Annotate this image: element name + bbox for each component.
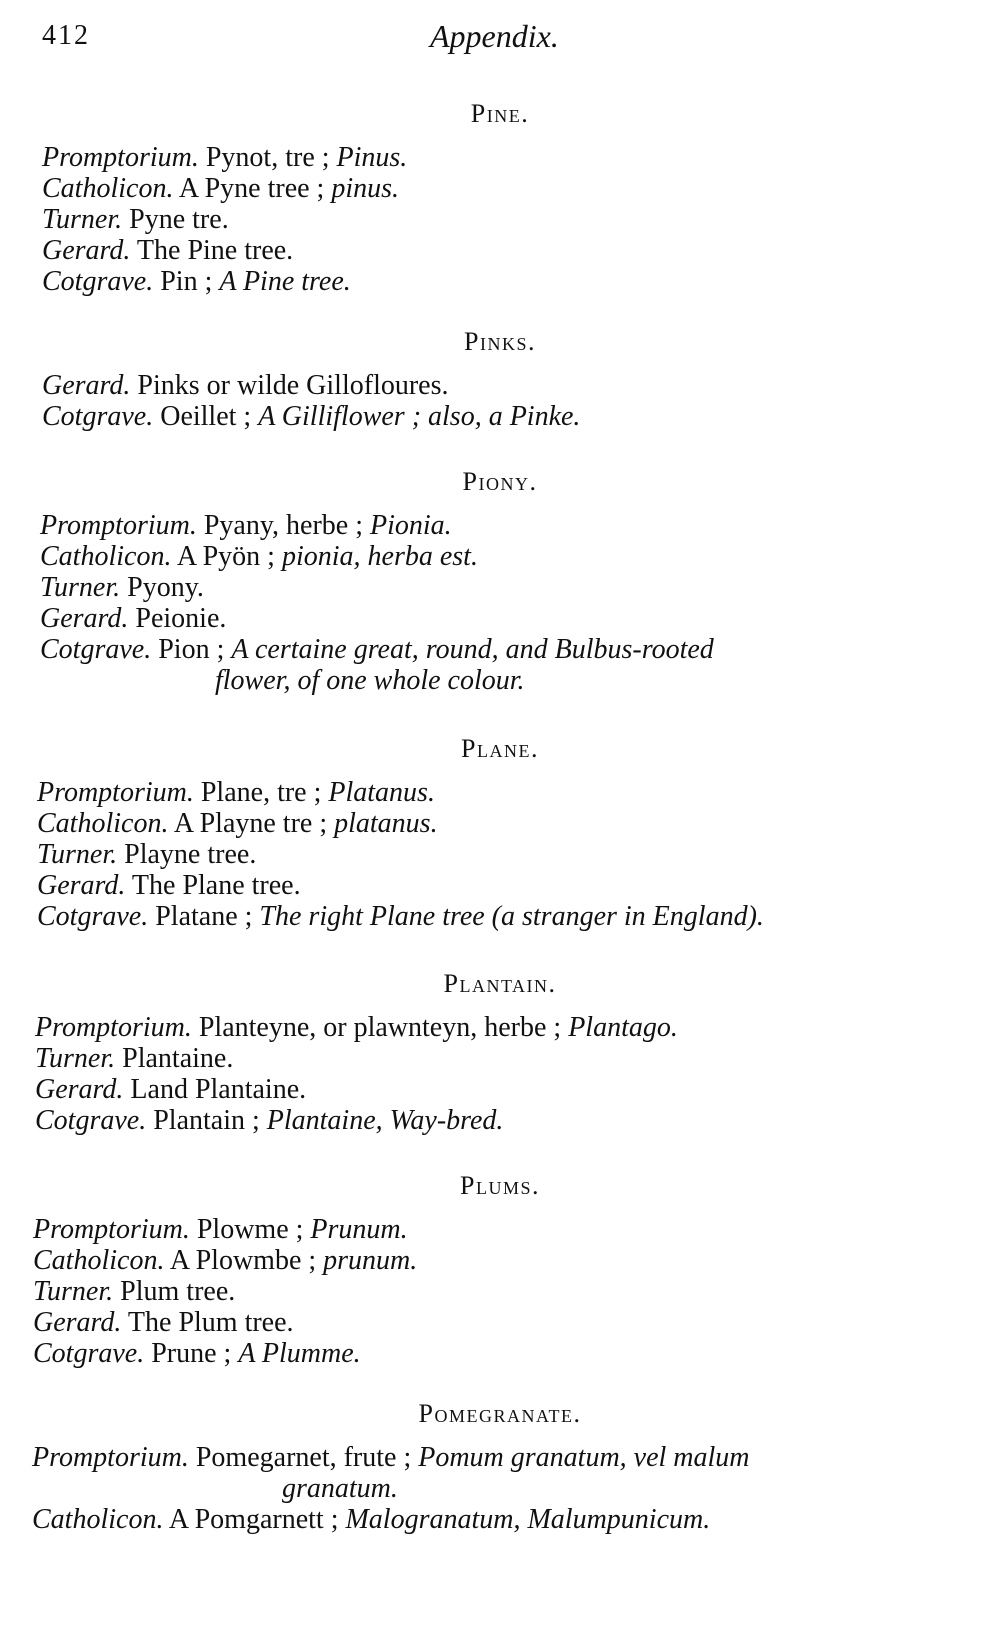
entry-text: Pyany, herbe ; — [203, 510, 363, 541]
entry-text: Land Plantaine. — [130, 1074, 307, 1105]
entry-source: Cotgrave. — [42, 266, 154, 297]
entry — [33, 1338, 968, 1369]
entry — [42, 173, 958, 204]
entry-source: Turner. — [37, 839, 118, 870]
entry-latin: Pionia. — [370, 510, 452, 541]
section-pine — [42, 98, 958, 297]
section-title: Plums. — [460, 1171, 540, 1200]
entry — [42, 370, 958, 401]
entry-source: Gerard. — [35, 1074, 124, 1105]
entry-text: Plantain ; — [153, 1105, 260, 1136]
section-pinks — [42, 326, 958, 432]
entry-text: Pyne tre. — [129, 204, 229, 235]
entry-source: Cotgrave. — [33, 1338, 145, 1369]
entry-source: Turner. — [33, 1276, 114, 1307]
section-plums — [33, 1170, 968, 1369]
entry-latin: prunum. — [323, 1245, 418, 1276]
entry-latin-continued: granatum. — [282, 1473, 398, 1504]
entry-text: A Playne tre ; — [173, 808, 328, 839]
entry-source: Cotgrave. — [35, 1105, 147, 1136]
entry-text: Pynot, tre ; — [205, 142, 330, 173]
entry — [32, 1442, 972, 1473]
entry-text: Pinks or wilde Gillofloures. — [137, 370, 449, 401]
entry-source: Promptorium. — [35, 1012, 192, 1043]
entry-latin: pionia, herba est. — [281, 541, 478, 572]
entry-source: Catholicon. — [40, 541, 172, 572]
entry — [40, 510, 960, 541]
entry — [42, 204, 958, 235]
entry — [40, 541, 960, 572]
entry-source: Promptorium. — [32, 1442, 189, 1473]
entry-text: Platane ; — [155, 901, 253, 932]
entry-latin: Pinus. — [336, 142, 408, 173]
entry-latin: The right Plane tree (a stranger in England). — [259, 901, 764, 932]
entry-source: Cotgrave. — [37, 901, 149, 932]
section-title: Pine. — [470, 99, 530, 128]
page-number: 412 — [42, 20, 90, 51]
entry-latin: Pomum granatum, vel malum — [418, 1442, 750, 1473]
entry-latin: A Gilliflower ; also, a Pinke. — [258, 401, 581, 432]
section-title: Plantain. — [443, 969, 557, 998]
entry-latin: Plantago. — [568, 1012, 678, 1043]
entry — [33, 1276, 968, 1307]
entry-source: Turner. — [35, 1043, 116, 1074]
entry-source: Gerard. — [37, 870, 126, 901]
entry-continuation — [32, 1473, 972, 1504]
entry — [37, 808, 962, 839]
entry-text: Pyony. — [127, 572, 204, 603]
section-title: Pinks. — [464, 327, 536, 356]
entry — [35, 1012, 965, 1043]
entry-text: The Pine tree. — [136, 235, 294, 266]
entry-latin: Prunum. — [310, 1214, 408, 1245]
entry-text: Prune ; — [151, 1338, 232, 1369]
entry-latin: A certaine great, round, and Bulbus-rooted — [231, 634, 714, 665]
entry-text: A Pyne tree ; — [178, 173, 325, 204]
section-plane — [37, 733, 962, 932]
entry-latin-continued: flower, of one whole colour. — [215, 665, 525, 696]
entry-text: The Plum tree. — [127, 1307, 294, 1338]
entry — [35, 1074, 965, 1105]
entry-latin: platanus. — [334, 808, 438, 839]
entry — [42, 235, 958, 266]
entry — [37, 870, 962, 901]
entry-source: Cotgrave. — [40, 634, 152, 665]
entry-text: A Plowmbe ; — [169, 1245, 317, 1276]
entry-source: Catholicon. — [42, 173, 174, 204]
entry-text: Plum tree. — [120, 1276, 236, 1307]
entry — [40, 634, 960, 665]
entry — [32, 1504, 972, 1535]
entry-text: Peionie. — [135, 603, 227, 634]
entry-source: Catholicon. — [37, 808, 169, 839]
entry-latin: A Plumme. — [238, 1338, 361, 1369]
entry — [37, 901, 962, 932]
entry — [33, 1214, 968, 1245]
section-piony — [40, 466, 960, 696]
entry — [40, 572, 960, 603]
section-title: Pomegranate. — [418, 1399, 582, 1428]
entry-source: Gerard. — [40, 603, 129, 634]
entry — [40, 603, 960, 634]
running-head: Appendix. — [430, 18, 559, 54]
section-pomegranate — [32, 1398, 972, 1535]
entry — [33, 1307, 968, 1338]
entry-latin: Malogranatum, Malumpunicum. — [345, 1504, 711, 1535]
entry-text: The Plane tree. — [131, 870, 301, 901]
entry-text: Planteyne, or plawnteyn, herbe ; — [198, 1012, 562, 1043]
entry-text: Pomegarnet, frute ; — [195, 1442, 412, 1473]
entry-text: A Pomgarnett ; — [168, 1504, 339, 1535]
entry-source: Promptorium. — [42, 142, 199, 173]
entry-continuation — [40, 665, 960, 696]
entry-source: Gerard. — [33, 1307, 122, 1338]
entry-text: Plane, tre ; — [200, 777, 322, 808]
entry-text: Oeillet ; — [160, 401, 252, 432]
page-header — [0, 18, 1000, 58]
entry-source: Turner. — [42, 204, 123, 235]
entry-latin: Platanus. — [328, 777, 435, 808]
entry-source: Turner. — [40, 572, 121, 603]
section-plantain — [35, 968, 965, 1136]
entry — [33, 1245, 968, 1276]
entry-source: Promptorium. — [40, 510, 197, 541]
section-title: Piony. — [462, 467, 538, 496]
entry-text: Plantaine. — [122, 1043, 234, 1074]
entry — [37, 839, 962, 870]
entry-latin: Plantaine, Way-bred. — [266, 1105, 504, 1136]
entry-source: Gerard. — [42, 235, 131, 266]
entry-text: Plowme ; — [196, 1214, 304, 1245]
entry-text: Pion ; — [158, 634, 225, 665]
entry — [42, 142, 958, 173]
entry-latin: pinus. — [331, 173, 400, 204]
entry-source: Gerard. — [42, 370, 131, 401]
entry-latin: A Pine tree. — [219, 266, 351, 297]
section-title: Plane. — [461, 734, 539, 763]
entry-source: Promptorium. — [37, 777, 194, 808]
entry — [37, 777, 962, 808]
entry-source: Cotgrave. — [42, 401, 154, 432]
entry-text: A Pyön ; — [176, 541, 275, 572]
entry — [42, 401, 958, 432]
entry-source: Promptorium. — [33, 1214, 190, 1245]
entry-text: Pin ; — [160, 266, 213, 297]
entry-source: Catholicon. — [33, 1245, 165, 1276]
entry-text: Playne tree. — [124, 839, 257, 870]
entry — [35, 1105, 965, 1136]
entry-source: Catholicon. — [32, 1504, 164, 1535]
entry — [42, 266, 958, 297]
entry — [35, 1043, 965, 1074]
